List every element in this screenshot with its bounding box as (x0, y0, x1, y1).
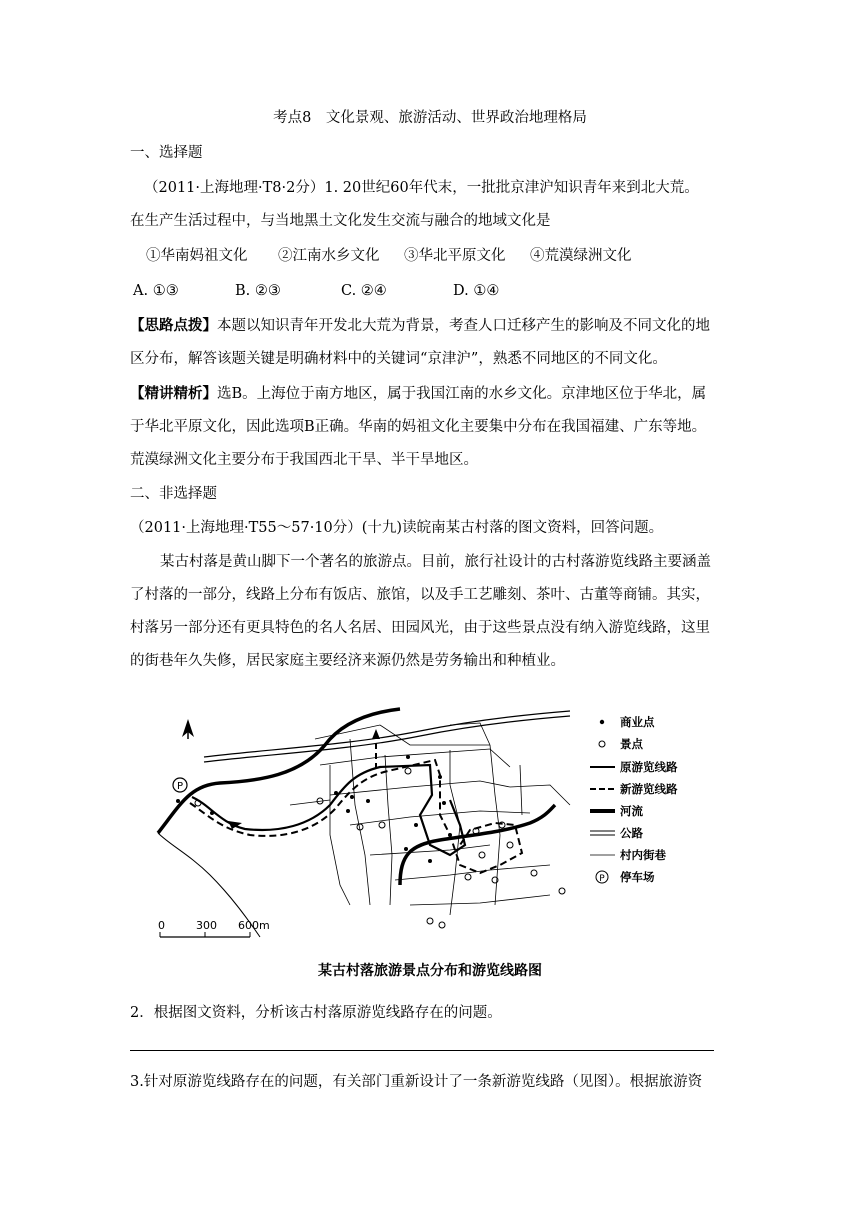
section-heading-nonchoice: 二、非选择题 (130, 486, 217, 502)
scale-label-300: 300 (196, 919, 217, 932)
highway (204, 711, 570, 762)
q2-para-line1: 某古村落是黄山脚下一个著名的旅游点。目前，旅行社设计的古村落游览线路主要涵盖 (160, 554, 711, 570)
q2-para-line3: 村落另一部分还有更具特色的名人名居、田园风光，由于这些景点没有纳入游览线路，这里 (130, 620, 710, 636)
q1-option-b: B. ②③ (235, 283, 281, 299)
q1-options (133, 281, 499, 301)
q1-items (146, 246, 632, 266)
hint-text1: 本题以知识青年开发北大荒为背景，考查人口迁移产生的影响及不同文化的地 (217, 318, 710, 334)
legend-parking: 停车场 (620, 870, 655, 884)
q2-intro: （2011·上海地理·T55～57·10分）(十九)读皖南某古村落的图文资料，回答问题。 (130, 520, 664, 536)
scale-label-600m: 600m (238, 919, 270, 932)
legend-parking-glyph: P (599, 874, 605, 884)
q1-option-d: D. ①④ (453, 283, 500, 299)
legend-new-route: 新游览线路 (620, 782, 678, 796)
analysis-text1: 选B。上海位于南方地区，属于我国江南的水乡文化。京津地区位于华北，属 (217, 386, 707, 402)
q1-stem-line1: （2011·上海地理·T8·2分）1. 20世纪60年代末，一批批京津沪知识青年来到北大荒。 (144, 180, 699, 196)
legend-highway: 公路 (620, 826, 643, 840)
q2-para-line2: 了村落的一部分，线路上分布有饭店、旅馆，以及手工艺雕刻、茶叶、古董等商铺。其实， (130, 587, 710, 603)
q2-sub2: 2．根据图文资料，分析该古村落原游览线路存在的问题。 (130, 1005, 502, 1021)
section-heading-choice: 一、选择题 (130, 145, 203, 161)
parking-icon-glyph: P (176, 781, 184, 792)
q2-para-line4: 的街巷年久失修，居民家庭主要经济来源仍然是劳务输出和种植业。 (130, 653, 565, 669)
answer-line (130, 1050, 714, 1051)
legend-commercial: 商业点 (620, 715, 655, 729)
scale-bar (158, 919, 270, 937)
q1-item-3: ③华北平原文化 (404, 248, 506, 264)
hint-line2: 区分布，解答该题关键是明确材料中的关键词“京津沪”，熟悉不同地区的不同文化。 (130, 351, 667, 367)
legend-river: 河流 (620, 804, 643, 818)
scale-label-0: 0 (158, 919, 165, 932)
legend-scenic-icon (599, 741, 605, 747)
scenic-spots (195, 768, 565, 928)
analysis-line1 (130, 384, 706, 404)
page-title: 考点8 文化景观、旅游活动、世界政治地理格局 (273, 110, 587, 126)
legend-scenic: 景点 (620, 737, 643, 751)
q1-item-4: ④荒漠绿洲文化 (530, 248, 632, 264)
river-south (400, 805, 555, 885)
q1-option-c: C. ②④ (341, 283, 387, 299)
original-route (192, 765, 465, 855)
analysis-label: 【精讲精析】 (130, 385, 217, 402)
legend-original-route: 原游览线路 (620, 760, 678, 774)
analysis-line3: 荒漠绿洲文化主要分布于我国西北干旱、半干旱地区。 (130, 452, 478, 468)
q1-item-2: ②江南水乡文化 (278, 248, 380, 264)
q1-item-1: ①华南妈祖文化 (146, 248, 248, 264)
legend-lane: 村内街巷 (620, 848, 666, 862)
q2-sub3: 3.针对原游览线路存在的问题，有关部门重新设计了一条新游览线路（见图）。根据旅游资 (130, 1074, 703, 1090)
q1-option-a: A. ①③ (133, 283, 179, 299)
hint-line1 (130, 316, 710, 336)
analysis-line2: 于华北平原文化，因此选项B正确。华南的妈祖文化主要集中分布在我国福建、广东等地。 (130, 419, 707, 435)
hint-label: 【思路点拨】 (130, 317, 217, 334)
legend-commercial-icon (600, 720, 604, 724)
river (158, 709, 400, 833)
figure-caption: 某古村落旅游景点分布和游览线路图 (318, 963, 542, 979)
village-lanes (290, 723, 570, 915)
village-map-figure (150, 705, 710, 941)
map-legend (590, 715, 678, 884)
q1-stem-line2: 在生产生活过程中，与当地黑土文化发生交流与融合的地域文化是 (130, 213, 551, 229)
